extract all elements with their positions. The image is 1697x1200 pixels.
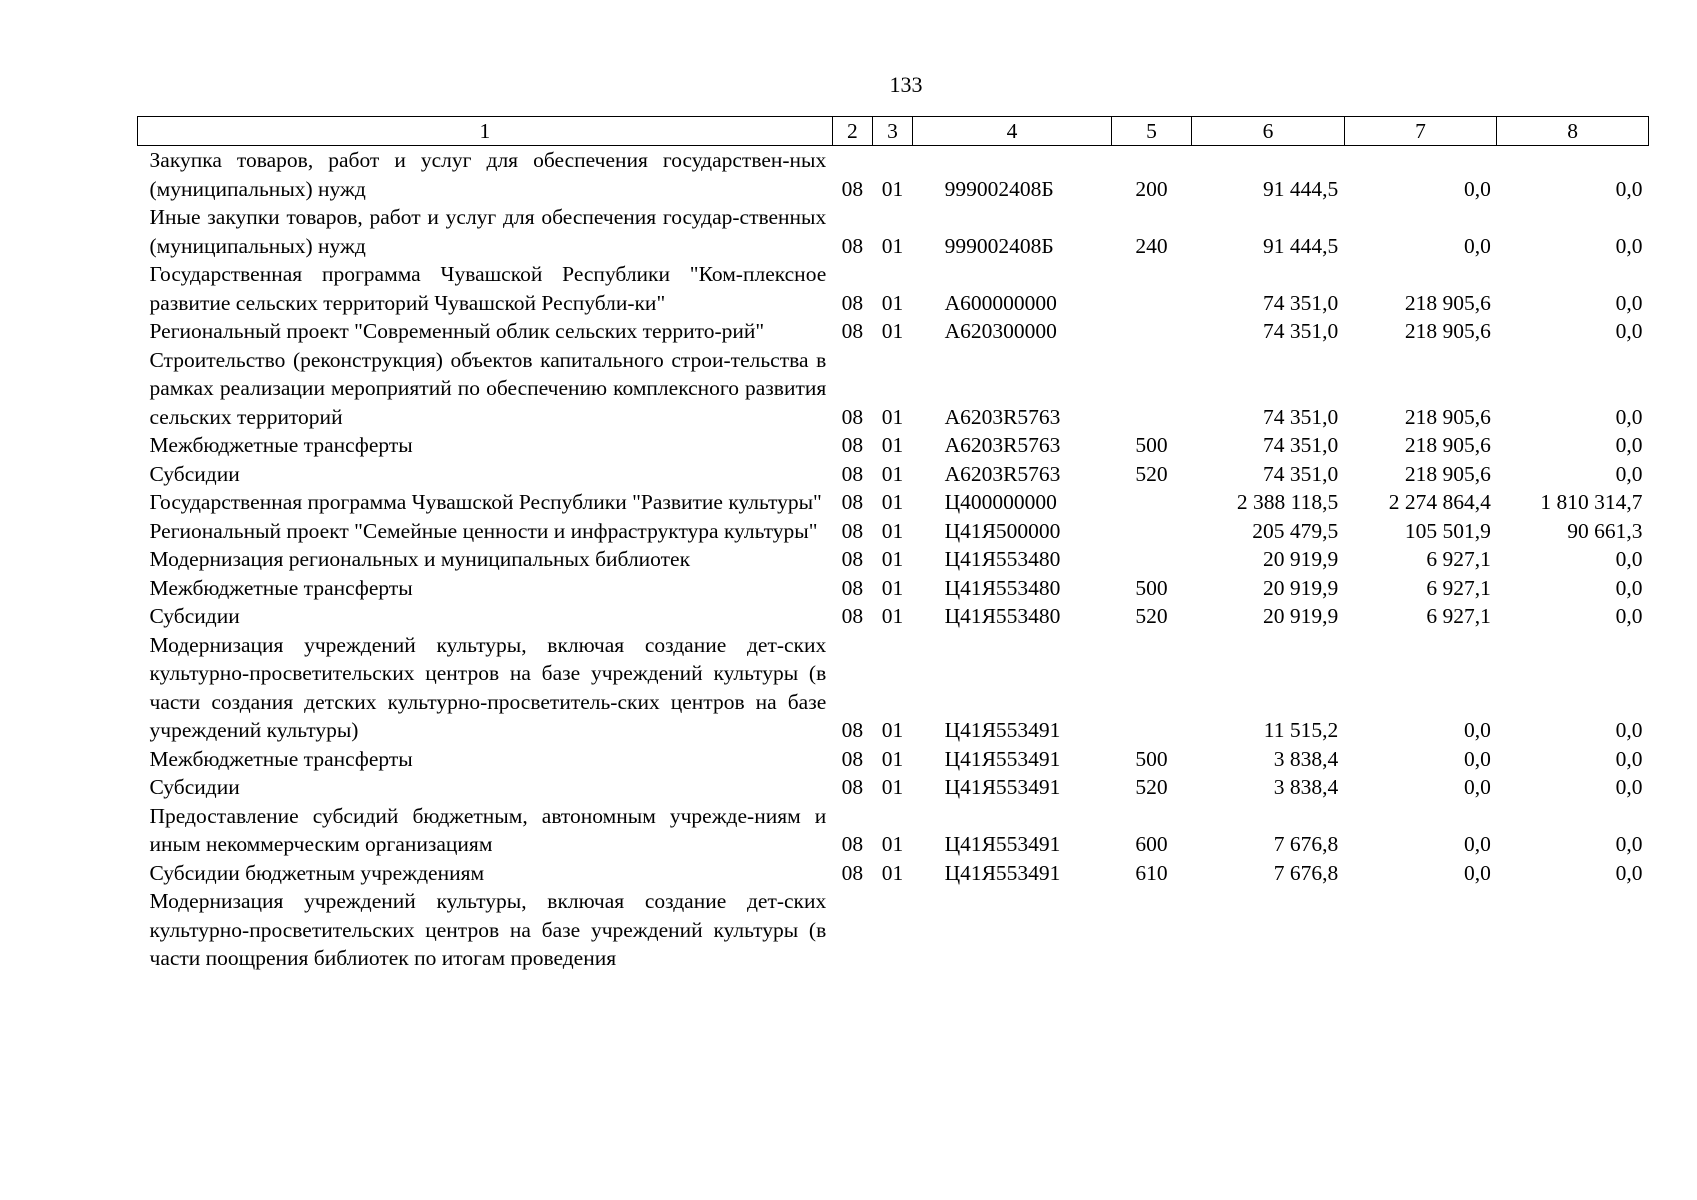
- row-value-col6-cell: 74 351,0: [1263, 290, 1339, 315]
- row-name-cell: Модернизация учреждений культуры, включая создание дет-ских культурно-просветительских центров на базе учреждений культуры (в части поощрения библиотек по итогам проведения: [149, 889, 827, 970]
- row-section-cell: 08: [841, 433, 864, 457]
- row-value-col8-cell: 0,0: [1615, 746, 1643, 771]
- row-name-cell: Государственная программа Чувашской Республики "Развитие культуры": [149, 490, 822, 514]
- column-header-2: 2: [832, 117, 872, 146]
- row-section-cell: 08: [841, 860, 864, 885]
- row-value-col8-cell: 0,0: [1615, 718, 1643, 742]
- table-row: [138, 631, 1649, 745]
- row-value-col7-cell: 218 905,6: [1404, 290, 1491, 315]
- row-subsection-cell: 01: [881, 575, 904, 600]
- row-name-cell: Модернизация региональных и муниципальных библиотек: [149, 547, 691, 571]
- row-expense-type-cell: 600: [1135, 832, 1168, 856]
- row-expense-type-cell: 520: [1135, 775, 1168, 799]
- row-name-cell: Модернизация учреждений культуры, включая создание дет-ских культурно-просветительских центров на базе учреждений культуры (в части создания детских культурно-просветитель-ских центров на базе учреждений культуры): [149, 632, 827, 742]
- row-value-col8-cell: 0,0: [1615, 319, 1643, 343]
- row-expense-type-cell: 500: [1135, 746, 1168, 771]
- row-expense-type-cell: [1111, 346, 1191, 432]
- row-value-col7-cell: 218 905,6: [1404, 319, 1491, 343]
- row-name-cell: Субсидии: [149, 775, 240, 799]
- row-value-col8-cell: 0,0: [1615, 433, 1643, 457]
- row-target-article-cell: Ц41Я553491: [944, 832, 1061, 856]
- row-subsection-cell: 01: [881, 176, 904, 201]
- table-row: [138, 146, 1649, 204]
- column-number-header-row: [138, 117, 1649, 146]
- row-value-col6-cell: 7 676,8: [1273, 860, 1339, 885]
- row-target-article-cell: Ц400000000: [944, 490, 1057, 514]
- row-value-col6-cell: 20 919,9: [1263, 575, 1339, 600]
- row-section-cell: 08: [841, 775, 864, 799]
- row-name-cell: Межбюджетные трансферты: [149, 575, 413, 600]
- row-expense-type-cell: 500: [1135, 575, 1168, 600]
- row-value-col7-cell: 6 927,1: [1426, 604, 1491, 628]
- row-section-cell: 08: [841, 461, 864, 486]
- row-subsection-cell: 01: [881, 319, 904, 343]
- row-subsection-cell: 01: [881, 433, 904, 457]
- row-subsection-cell: 01: [881, 490, 904, 514]
- row-section-cell: 08: [841, 547, 864, 571]
- row-subsection-cell: 01: [881, 718, 904, 742]
- table-row: [138, 545, 1649, 574]
- row-value-col7-cell: 6 927,1: [1426, 575, 1491, 600]
- row-subsection-cell: 01: [881, 775, 904, 799]
- row-target-article-cell: Ц41Я500000: [944, 518, 1061, 543]
- column-header-7: 7: [1344, 117, 1497, 146]
- row-subsection-cell: 01: [881, 290, 904, 315]
- row-expense-type-cell: 200: [1135, 176, 1168, 201]
- row-name-cell: Региональный проект "Семейные ценности и инфраструктура культуры": [149, 518, 818, 543]
- row-target-article-cell: Ц41Я553480: [944, 604, 1061, 628]
- row-value-col7-cell: 218 905,6: [1404, 461, 1491, 486]
- row-expense-type-cell: [1111, 545, 1191, 574]
- row-value-col7-cell: 0,0: [1463, 860, 1491, 885]
- column-header-8: 8: [1497, 117, 1649, 146]
- row-value-col6-cell: 11 515,2: [1263, 718, 1339, 742]
- row-expense-type-cell: 500: [1135, 433, 1168, 457]
- table-row: [138, 602, 1649, 631]
- row-section-cell: 08: [841, 404, 864, 429]
- row-value-col7-cell: 0,0: [1463, 233, 1491, 258]
- column-header-1: 1: [138, 117, 833, 146]
- table-row: [138, 773, 1649, 802]
- row-subsection-cell: 01: [881, 604, 904, 628]
- table-row: [138, 317, 1649, 346]
- row-section-cell: 08: [841, 718, 864, 742]
- row-value-col7-cell: 2 274 864,4: [1388, 490, 1491, 514]
- row-subsection-cell: 01: [881, 518, 904, 543]
- row-value-col6-cell: 3 838,4: [1273, 775, 1339, 799]
- row-value-col8-cell: 0,0: [1615, 176, 1643, 201]
- row-subsection-cell: [872, 887, 912, 973]
- row-subsection-cell: 01: [881, 233, 904, 258]
- table-row: [138, 802, 1649, 859]
- table-row: [138, 203, 1649, 260]
- row-value-col7-cell: 0,0: [1463, 718, 1491, 742]
- row-target-article-cell: Ц41Я553491: [944, 746, 1061, 771]
- row-expense-type-cell: [1111, 631, 1191, 745]
- row-value-col6-cell: 74 351,0: [1263, 461, 1339, 486]
- row-value-col6-cell: 205 479,5: [1252, 518, 1339, 543]
- row-target-article-cell: А6203R5763: [944, 461, 1061, 486]
- row-section-cell: 08: [841, 746, 864, 771]
- row-value-col6-cell: 2 388 118,5: [1236, 490, 1339, 514]
- row-value-col8-cell: 0,0: [1615, 775, 1643, 799]
- row-section-cell: 08: [841, 176, 864, 201]
- row-name-cell: Субсидии: [149, 604, 240, 628]
- row-value-col8-cell: [1497, 887, 1649, 973]
- row-section-cell: 08: [841, 233, 864, 258]
- row-subsection-cell: 01: [881, 832, 904, 856]
- column-header-3: 3: [872, 117, 912, 146]
- row-value-col6-cell: 7 676,8: [1273, 832, 1339, 856]
- row-target-article-cell: Ц41Я553480: [944, 575, 1061, 600]
- table-row: [138, 517, 1649, 546]
- row-name-cell: Субсидии бюджетным учреждениям: [149, 860, 485, 885]
- row-value-col8-cell: 0,0: [1615, 290, 1643, 315]
- row-value-col7-cell: 0,0: [1463, 746, 1491, 771]
- budget-table: [137, 116, 1649, 973]
- row-name-cell: Строительство (реконструкция) объектов капитального строи-тельства в рамках реализации мероприятий по обеспечению комплексного развития сельских территорий: [149, 347, 827, 429]
- row-section-cell: [832, 887, 872, 973]
- row-section-cell: 08: [841, 832, 864, 856]
- row-value-col8-cell: 0,0: [1615, 575, 1643, 600]
- row-target-article-cell: А600000000: [944, 290, 1057, 315]
- row-expense-type-cell: 240: [1135, 233, 1168, 258]
- row-value-col8-cell: 0,0: [1615, 233, 1643, 258]
- row-expense-type-cell: 520: [1135, 461, 1168, 486]
- row-value-col7-cell: 6 927,1: [1426, 547, 1491, 571]
- table-row: [138, 346, 1649, 432]
- row-name-cell: Закупка товаров, работ и услуг для обеспечения государствен-ных (муниципальных) нужд: [149, 148, 827, 201]
- row-value-col6-cell: 3 838,4: [1273, 746, 1339, 771]
- row-target-article-cell: А6203R5763: [944, 404, 1061, 429]
- table-row: [138, 431, 1649, 460]
- row-expense-type-cell: 610: [1135, 860, 1168, 885]
- row-target-article-cell: А620300000: [944, 319, 1057, 343]
- row-expense-type-cell: [1111, 317, 1191, 346]
- table-row: [138, 745, 1649, 774]
- row-target-article-cell: [913, 887, 1112, 973]
- row-value-col7-cell: 0,0: [1463, 775, 1491, 799]
- row-value-col6-cell: 91 444,5: [1263, 176, 1339, 201]
- row-subsection-cell: 01: [881, 404, 904, 429]
- row-section-cell: 08: [841, 604, 864, 628]
- row-value-col7-cell: 105 501,9: [1404, 518, 1491, 543]
- column-header-6: 6: [1192, 117, 1345, 146]
- table-row: [138, 887, 1649, 973]
- table-body: [138, 146, 1649, 973]
- row-value-col6-cell: 74 351,0: [1263, 404, 1339, 429]
- row-value-col8-cell: 0,0: [1615, 547, 1643, 571]
- row-expense-type-cell: [1111, 488, 1191, 517]
- row-value-col8-cell: 1 810 314,7: [1540, 490, 1643, 514]
- row-name-cell: Предоставление субсидий бюджетным, автономным учрежде-ниям и иным некоммерческим организациям: [149, 803, 827, 856]
- row-section-cell: 08: [841, 290, 864, 315]
- row-name-cell: Региональный проект "Современный облик сельских террито-рий": [149, 319, 765, 343]
- row-value-col7-cell: 218 905,6: [1404, 433, 1491, 457]
- table-row: [138, 574, 1649, 603]
- row-expense-type-cell: 520: [1135, 604, 1168, 628]
- row-value-col7-cell: 0,0: [1463, 832, 1491, 856]
- row-target-article-cell: Ц41Я553480: [944, 547, 1061, 571]
- row-target-article-cell: Ц41Я553491: [944, 860, 1061, 885]
- page-number: 133: [889, 72, 923, 97]
- row-value-col8-cell: 0,0: [1615, 461, 1643, 486]
- row-value-col8-cell: 0,0: [1615, 860, 1643, 885]
- row-name-cell: Межбюджетные трансферты: [149, 433, 413, 457]
- row-value-col8-cell: 0,0: [1615, 832, 1643, 856]
- row-value-col6-cell: 20 919,9: [1263, 604, 1339, 628]
- row-section-cell: 08: [841, 490, 864, 514]
- row-name-cell: Государственная программа Чувашской Республики "Ком-плексное развитие сельских территорий Чувашской Республи-ки": [149, 262, 827, 315]
- row-target-article-cell: А6203R5763: [944, 433, 1061, 457]
- row-value-col7-cell: 0,0: [1463, 176, 1491, 201]
- row-target-article-cell: 999002408Б: [944, 176, 1054, 201]
- column-header-4: 4: [913, 117, 1112, 146]
- table-row: [138, 260, 1649, 317]
- row-subsection-cell: 01: [881, 746, 904, 771]
- row-expense-type-cell: [1111, 887, 1191, 973]
- row-value-col6-cell: 20 919,9: [1263, 547, 1339, 571]
- table-row: [138, 859, 1649, 888]
- row-value-col7-cell: 218 905,6: [1404, 404, 1491, 429]
- row-value-col6-cell: 91 444,5: [1263, 233, 1339, 258]
- row-subsection-cell: 01: [881, 547, 904, 571]
- row-name-cell: Субсидии: [149, 461, 240, 486]
- row-expense-type-cell: [1111, 517, 1191, 546]
- column-header-5: 5: [1111, 117, 1191, 146]
- row-target-article-cell: Ц41Я553491: [944, 718, 1061, 742]
- row-value-col6-cell: 74 351,0: [1263, 433, 1339, 457]
- row-target-article-cell: Ц41Я553491: [944, 775, 1061, 799]
- row-value-col8-cell: 0,0: [1615, 604, 1643, 628]
- table-row: [138, 460, 1649, 489]
- row-value-col8-cell: 0,0: [1615, 404, 1643, 429]
- row-name-cell: Иные закупки товаров, работ и услуг для обеспечения государ-ственных (муниципальных) нужд: [149, 205, 827, 258]
- row-subsection-cell: 01: [881, 461, 904, 486]
- row-value-col8-cell: 90 661,3: [1567, 518, 1643, 543]
- row-value-col7-cell: [1344, 887, 1497, 973]
- row-section-cell: 08: [841, 575, 864, 600]
- row-expense-type-cell: [1111, 260, 1191, 317]
- row-target-article-cell: 999002408Б: [944, 233, 1054, 258]
- row-subsection-cell: 01: [881, 860, 904, 885]
- row-section-cell: 08: [841, 518, 864, 543]
- row-value-col6-cell: [1192, 887, 1345, 973]
- row-section-cell: 08: [841, 319, 864, 343]
- row-name-cell: Межбюджетные трансферты: [149, 746, 413, 771]
- row-value-col6-cell: 74 351,0: [1263, 319, 1339, 343]
- table-row: [138, 488, 1649, 517]
